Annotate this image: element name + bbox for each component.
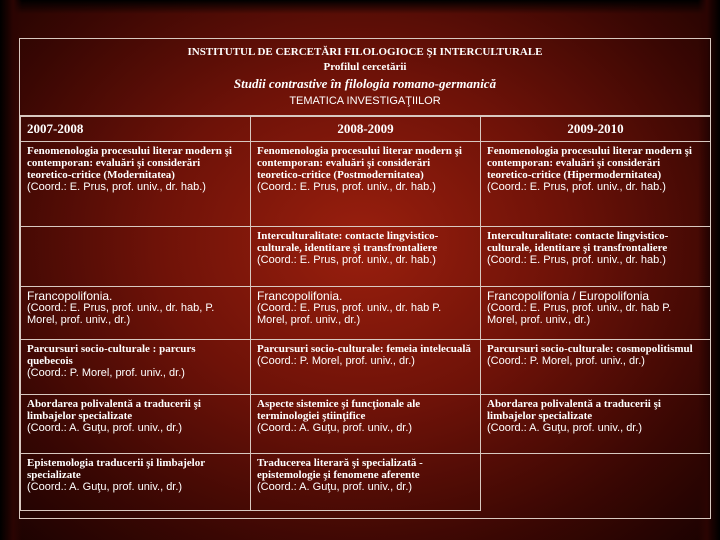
table-row: [21, 395, 711, 454]
research-table-frame: [19, 38, 711, 519]
table-row: [21, 340, 711, 395]
studies-subtitle: Studii contrastive în filologia romano-germanică: [233, 76, 497, 91]
year-col-2: 2008-2009: [251, 117, 481, 142]
cell-coord: (Coord.: E. Prus, prof. univ., dr. hab.): [487, 181, 666, 193]
cell-title: Abordarea polivalentă a traducerii şi limbajelor specializate: [487, 398, 661, 422]
table-cell: [481, 142, 711, 227]
cell-coord: (Coord.: A. Guţu, prof. univ., dr.): [27, 481, 183, 493]
research-table: [20, 116, 711, 511]
cell-title: Traducerea literară şi specializată - epistemologie şi fenomene aferente: [257, 457, 423, 481]
cell-title: Parcursuri socio-culturale: cosmopolitismul: [487, 343, 693, 355]
cell-coord: (Coord.: E. Prus, prof. univ., dr. hab P. Morel, prof. univ., dr.): [257, 302, 442, 326]
cell-title: Fenomenologia procesului literar modern şi contemporan: evaluări şi considerări teoretico-critice (Postmodernitatea): [257, 145, 462, 181]
cell-coord: (Coord.: A. Guţu, prof. univ., dr.): [487, 422, 643, 434]
cell-coord: (Coord.: E. Prus, prof. univ., dr. hab.): [257, 181, 436, 193]
table-cell: [251, 340, 481, 395]
cell-coord: (Coord.: P. Morel, prof. univ., dr.): [27, 367, 185, 379]
table-cell: [251, 227, 481, 287]
cell-title: Interculturalitate: contacte lingvistico-culturale, identitare şi transfrontaliere: [257, 230, 439, 254]
table-row: [21, 142, 711, 227]
table-cell: [251, 395, 481, 454]
cell-title: Epistemologia traducerii şi limbajelor specializate: [27, 457, 205, 481]
table-cell: [481, 340, 711, 395]
table-cell: [251, 287, 481, 340]
cell-coord: (Coord.: E. Prus, prof. univ., dr. hab, P. Morel, prof. univ., dr.): [27, 302, 215, 326]
cell-coord: (Coord.: E. Prus, prof. univ., dr. hab.): [487, 254, 666, 266]
institute-title: INSTITUTUL DE CERCETĂRI FILOLOGIOCE ŞI INTERCULTURALE: [187, 46, 543, 58]
cell-coord: (Coord.: P. Morel, prof. univ., dr.): [487, 355, 645, 367]
cell-title: Fenomenologia procesului literar modern şi contemporan: evaluări şi considerări teoretico-critice (Modernitatea): [27, 145, 232, 181]
cell-coord: (Coord.: E. Prus, prof. univ., dr. hab.): [257, 254, 436, 266]
cell-title: Francopolifonia.: [27, 289, 113, 303]
cell-coord: (Coord.: P. Morel, prof. univ., dr.): [257, 355, 415, 367]
table-cell-empty: [481, 454, 711, 511]
theme-heading: TEMATICA INVESTIGAŢIILOR: [289, 95, 441, 107]
cell-title: Parcursuri socio-culturale : parcurs quebecois: [27, 343, 196, 367]
table-row: [21, 227, 711, 287]
table-cell: [21, 340, 251, 395]
table-row: [21, 287, 711, 340]
year-col-3: 2009-2010: [481, 117, 711, 142]
cell-title: Francopolifonia.: [257, 289, 343, 303]
table-cell-empty: [21, 227, 251, 287]
cell-coord: (Coord.: A. Guţu, prof. univ., dr.): [257, 422, 413, 434]
year-header-row: [21, 117, 711, 142]
cell-coord: (Coord.: A. Guţu, prof. univ., dr.): [27, 422, 183, 434]
cell-title: Fenomenologia procesului literar modern şi contemporan: evaluări şi considerări teoretico-critice (Hipermodernitatea): [487, 145, 692, 181]
cell-title: Aspecte sistemice şi funcţionale ale terminologiei ştiinţifice: [257, 398, 421, 422]
cell-coord: (Coord.: E. Prus, prof. univ., dr. hab P. Morel, prof. univ., dr.): [487, 302, 672, 326]
research-profile-label: Profilul cercetării: [323, 61, 407, 73]
table-cell: [481, 395, 711, 454]
table-row: [21, 454, 711, 511]
table-cell: [21, 395, 251, 454]
table-cell: [481, 287, 711, 340]
table-cell: [481, 227, 711, 287]
cell-title: Parcursuri socio-culturale: femeia intelecuală: [257, 343, 471, 355]
cell-coord: (Coord.: E. Prus, prof. univ., dr. hab.): [27, 181, 206, 193]
table-cell: [21, 142, 251, 227]
table-cell: [251, 142, 481, 227]
year-col-1: 2007-2008: [21, 117, 251, 142]
cell-title: Interculturalitate: contacte lingvistico-culturale, identitare şi transfrontaliere: [487, 230, 669, 254]
curtain-top: [0, 0, 720, 14]
cell-title: Francopolifonia / Europolifonia: [487, 289, 650, 303]
table-cell: [21, 454, 251, 511]
table-header: [20, 39, 710, 116]
cell-coord: (Coord.: A. Guţu, prof. univ., dr.): [257, 481, 413, 493]
cell-title: Abordarea polivalentă a traducerii şi limbajelor specializate: [27, 398, 201, 422]
table-cell: [21, 287, 251, 340]
table-cell: [251, 454, 481, 511]
